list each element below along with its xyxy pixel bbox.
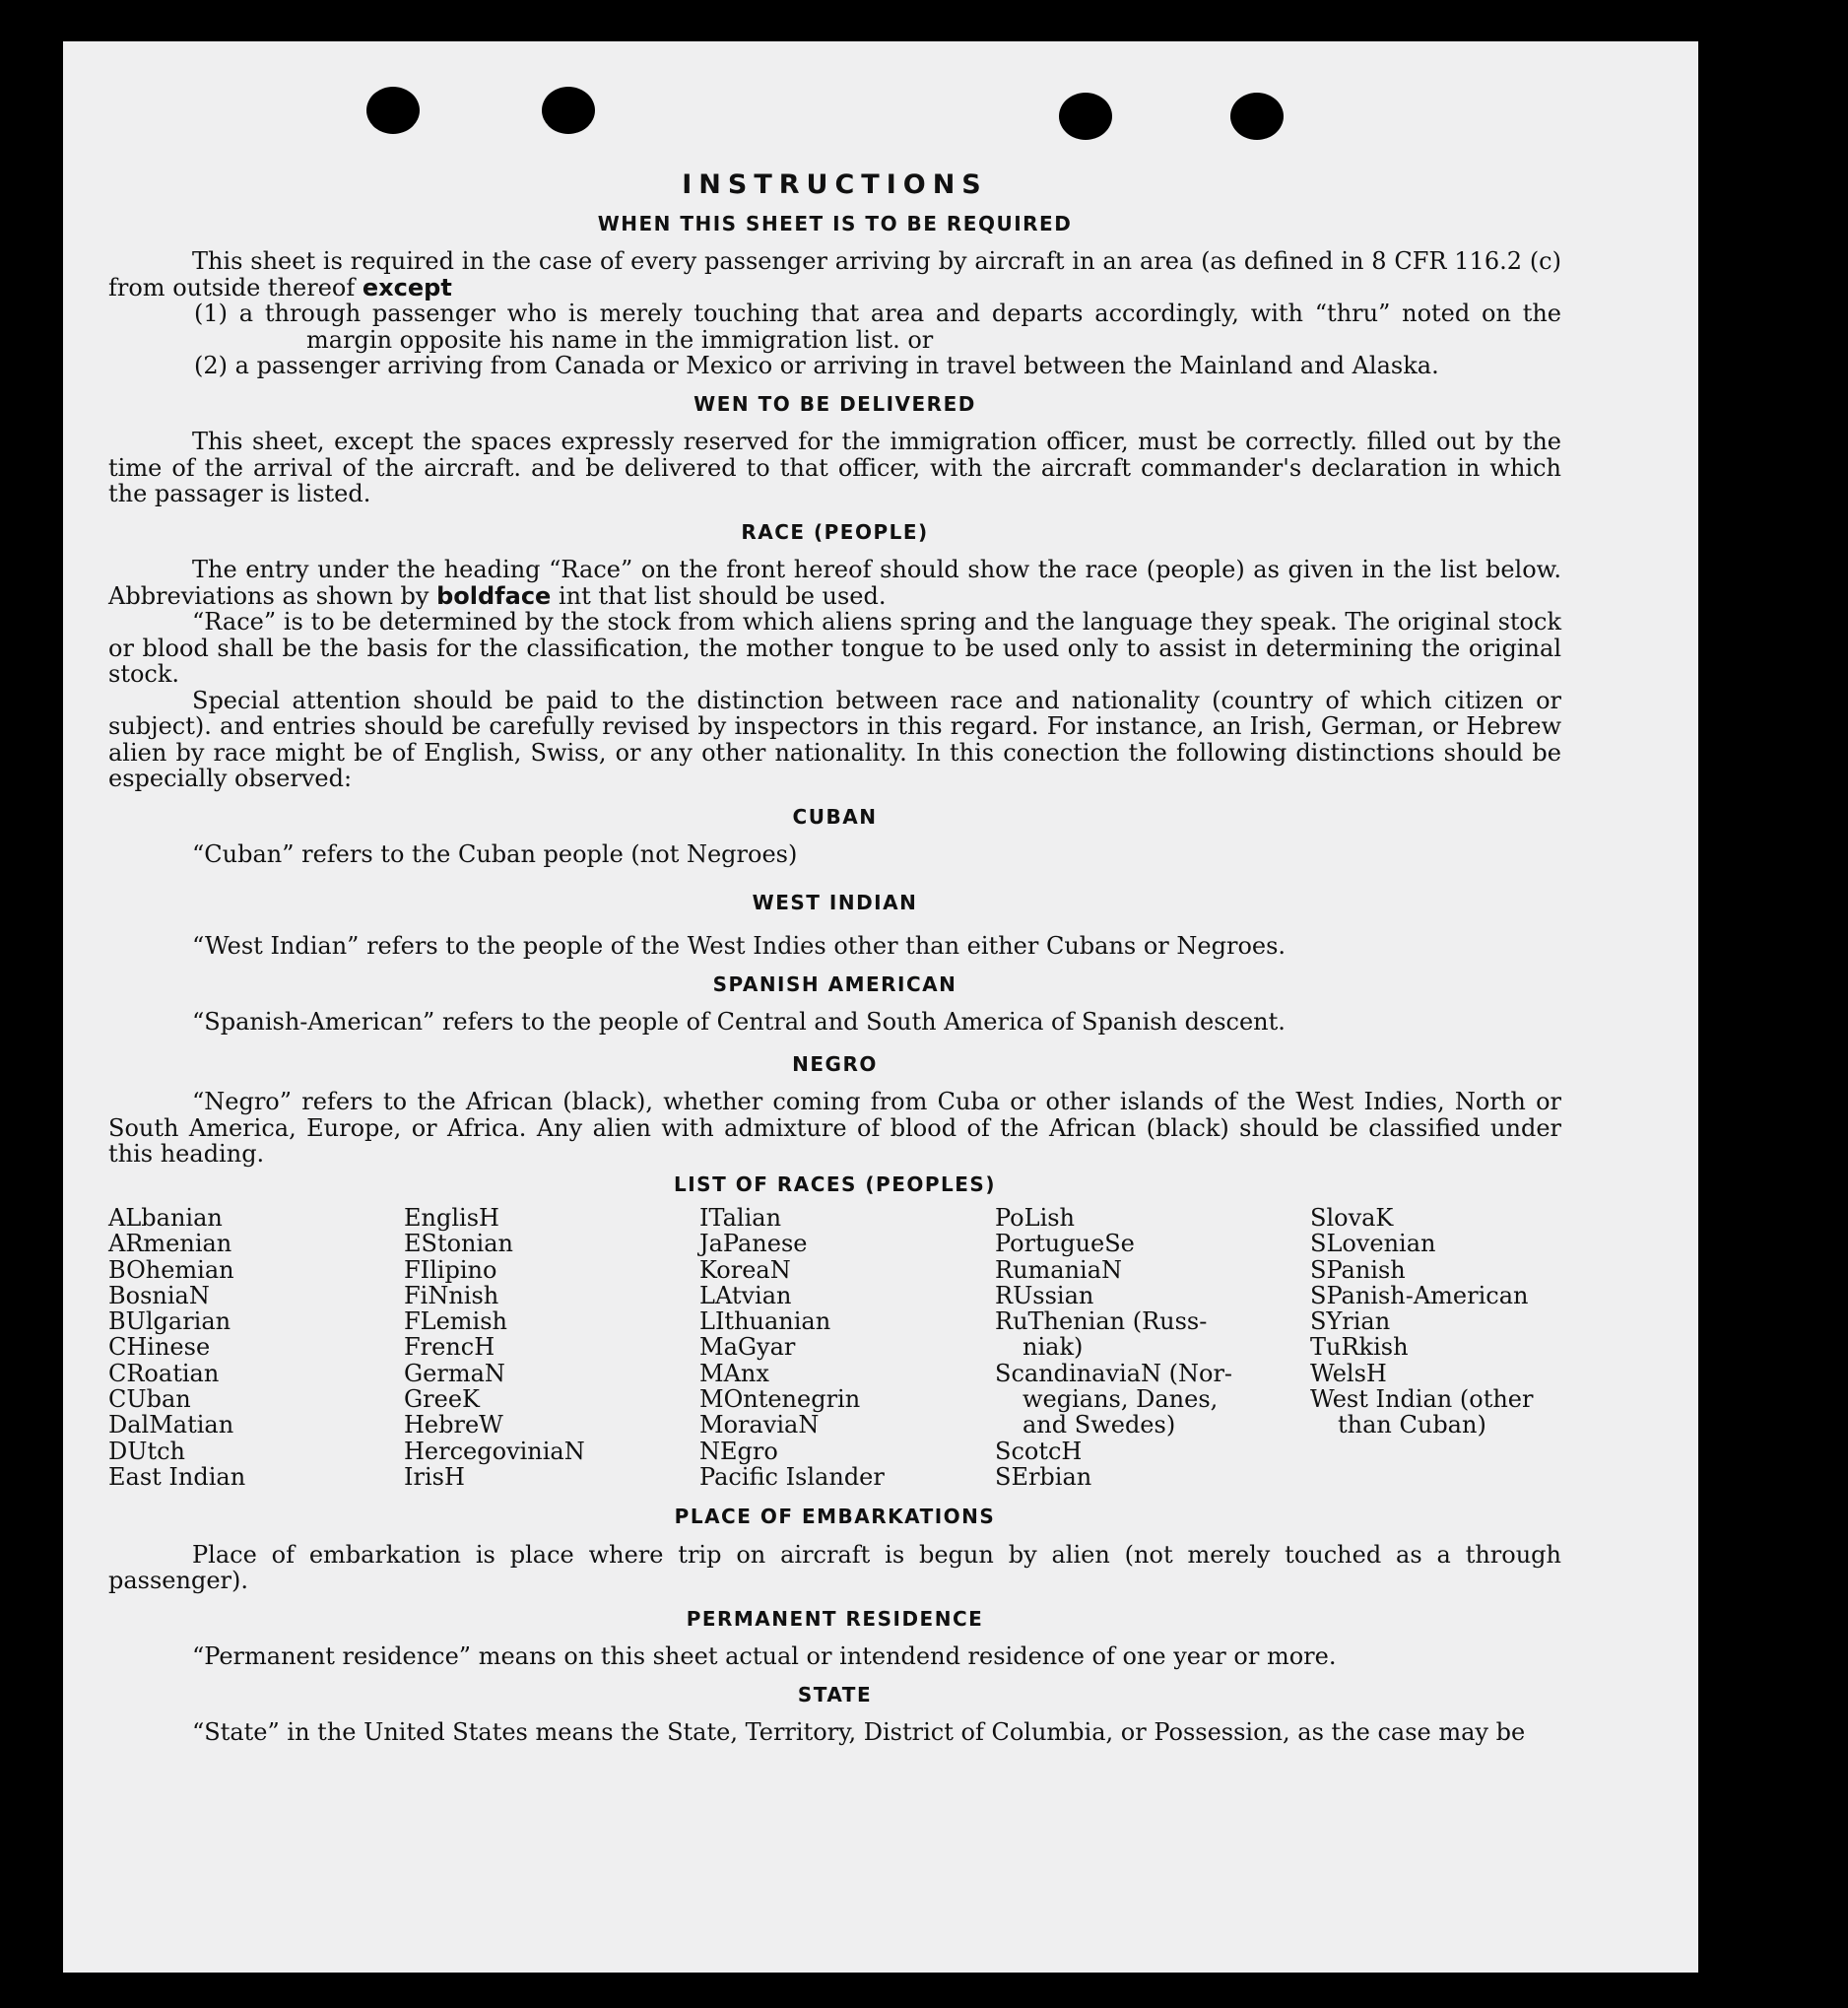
paragraph: “Spanish-American” refers to the people of Central and South America of Spanish descent. [192,1008,1286,1036]
races-column-3 [699,1205,995,1490]
list-item: (1) a through passenger who is merely touching that area and departs accordingly, with “thru” noted on the margin opposite his name in the immigration list. or [194,300,1561,354]
punch-hole [366,87,420,134]
race-item: RUssian [995,1281,1094,1309]
race-item: Pacific Islander [699,1462,885,1491]
race-item: CUban [108,1385,191,1414]
race-item: FLemish [404,1307,507,1336]
race-item: PoLish [995,1204,1076,1232]
race-item: DalMatian [108,1411,234,1439]
race-item: FIlipino [404,1255,497,1284]
race-item: MOntenegrin [699,1385,861,1414]
race-item: EnglisH [404,1204,499,1232]
race-item: ScotcH [995,1437,1083,1465]
race-item: GreeK [404,1385,480,1414]
punch-hole [542,87,595,134]
paragraph: “West Indian” refers to the people of the West Indies other than either Cubans or Negroes. [192,932,1287,960]
race-item: PortugueSe [995,1230,1135,1258]
race-item: CRoatian [108,1359,220,1387]
race-item: than Cuban) [1338,1411,1486,1439]
race-item: GermaN [404,1359,505,1387]
race-item: SlovaK [1310,1204,1394,1232]
race-item: JaPanese [699,1230,808,1258]
races-column-5 [1310,1205,1561,1490]
races-list [108,1205,1561,1490]
race-item: EStonian [404,1230,513,1258]
punch-hole [1059,93,1112,140]
paragraph: “Negro” refers to the African (black), whether coming from Cuba or other islands of the West Indies, North or South America, Europe, or Africa. Any alien with admixture of blood of the African (black) should be classified under this heading. [108,1088,1561,1168]
race-item: ScandinaviaN (Nor- [995,1359,1233,1387]
race-item: BosniaN [108,1281,210,1309]
paragraph: Special attention should be paid to the distinction between race and nationality (country of which citizen or subject). and entries should be carefully revised by inspectors in this regard. For instance, an Irish, German, or Hebrew alien by race might be of English, Swiss, or any other nationality. In this conection the following distinctions should be especially observed: [108,686,1561,792]
paragraph: Place of embarkation is place where trip on aircraft is begun by alien (not merely touched as a through passenger). [108,1540,1561,1595]
race-item: RumaniaN [995,1255,1123,1284]
race-item: West Indian (other [1310,1385,1534,1414]
paragraph: This sheet, except the spaces expressly reserved for the immigration officer, must be correctly. filled out by the time of the arrival of the aircraft. and be delivered to that officer, with the aircraft commander's declaration in which the passager is listed. [108,428,1561,507]
races-column-2 [404,1205,699,1490]
section-heading: WHEN THIS SHEET IS TO BE REQUIRED [597,211,1073,235]
section-heading: RACE (PEOPLE) [741,519,929,544]
race-item: BUlgarian [108,1307,231,1336]
section-heading: NEGRO [792,1051,878,1076]
race-item: MaGyar [699,1333,796,1362]
paragraph: “Cuban” refers to the Cuban people (not Negroes) [192,840,798,868]
race-item: HercegoviniaN [404,1437,585,1465]
list-item: (2) a passenger arriving from Canada or Mexico or arriving in travel between the Mainland and Alaska. [194,352,1439,379]
races-column-1 [108,1205,404,1490]
section-heading: STATE [797,1682,873,1707]
section-heading: PLACE OF EMBARKATIONS [674,1505,996,1529]
race-item: MAnx [699,1359,769,1387]
race-item: niak) [1023,1333,1084,1362]
race-item: SPanish [1310,1255,1406,1284]
section-heading: PERMANENT RESIDENCE [686,1606,984,1631]
race-item: DUtch [108,1437,186,1465]
race-item: CHinese [108,1333,211,1362]
paragraph: “Race” is to be determined by the stock from which aliens spring and the language they speak. The original stock or blood shall be the basis for the classification, the mother tongue to be used only to assist in determining the original stock. [108,608,1561,688]
paragraph: The entry under the heading “Race” on the front hereof should show the race (people) as given in the list below. Abbreviations as shown by boldface int that list should be used. [108,556,1561,610]
race-item: MoraviaN [699,1411,820,1439]
race-item: FiNnish [404,1281,499,1309]
race-item: IrisH [404,1462,465,1491]
section-heading: SPANISH AMERICAN [712,971,957,996]
section-heading: WEN TO BE DELIVERED [693,391,976,416]
race-item: BOhemian [108,1255,234,1284]
page-title: INSTRUCTIONS [682,169,988,200]
race-item: SPanish-American [1310,1281,1529,1309]
race-item: NEgro [699,1437,778,1465]
race-item: ARmenian [108,1230,232,1258]
race-item: RuThenian (Russ- [995,1307,1208,1336]
race-item: SErbian [995,1462,1092,1491]
race-item: ITalian [699,1204,782,1232]
punch-hole [1230,93,1284,140]
race-item: wegians, Danes, [1023,1385,1219,1414]
race-item: SLovenian [1310,1230,1436,1258]
race-item: KoreaN [699,1255,791,1284]
races-column-4 [995,1205,1310,1490]
paragraph: This sheet is required in the case of every passenger arriving by aircraft in an area (as defined in 8 CFR 116.2 (c) from outside thereof except [108,247,1561,301]
section-heading: CUBAN [792,804,878,829]
race-item: East Indian [108,1462,246,1491]
race-item: TuRkish [1310,1333,1409,1362]
race-item: LIthuanian [699,1307,831,1336]
instructions-body [108,163,1561,1746]
race-item: HebreW [404,1411,503,1439]
race-item: ALbanian [108,1204,223,1232]
paragraph: “State” in the United States means the State, Territory, District of Columbia, or Possession, as the case may be [192,1718,1526,1747]
race-item: and Swedes) [1023,1411,1176,1439]
paragraph: “Permanent residence” means on this sheet actual or intendend residence of one year or more. [192,1642,1337,1671]
section-heading: LIST OF RACES (PEOPLES) [674,1171,996,1196]
race-item: SYrian [1310,1307,1391,1336]
race-item: WelsH [1310,1359,1387,1387]
race-item: FrencH [404,1333,495,1362]
section-heading: WEST INDIAN [752,890,918,914]
race-item: LAtvian [699,1281,792,1309]
